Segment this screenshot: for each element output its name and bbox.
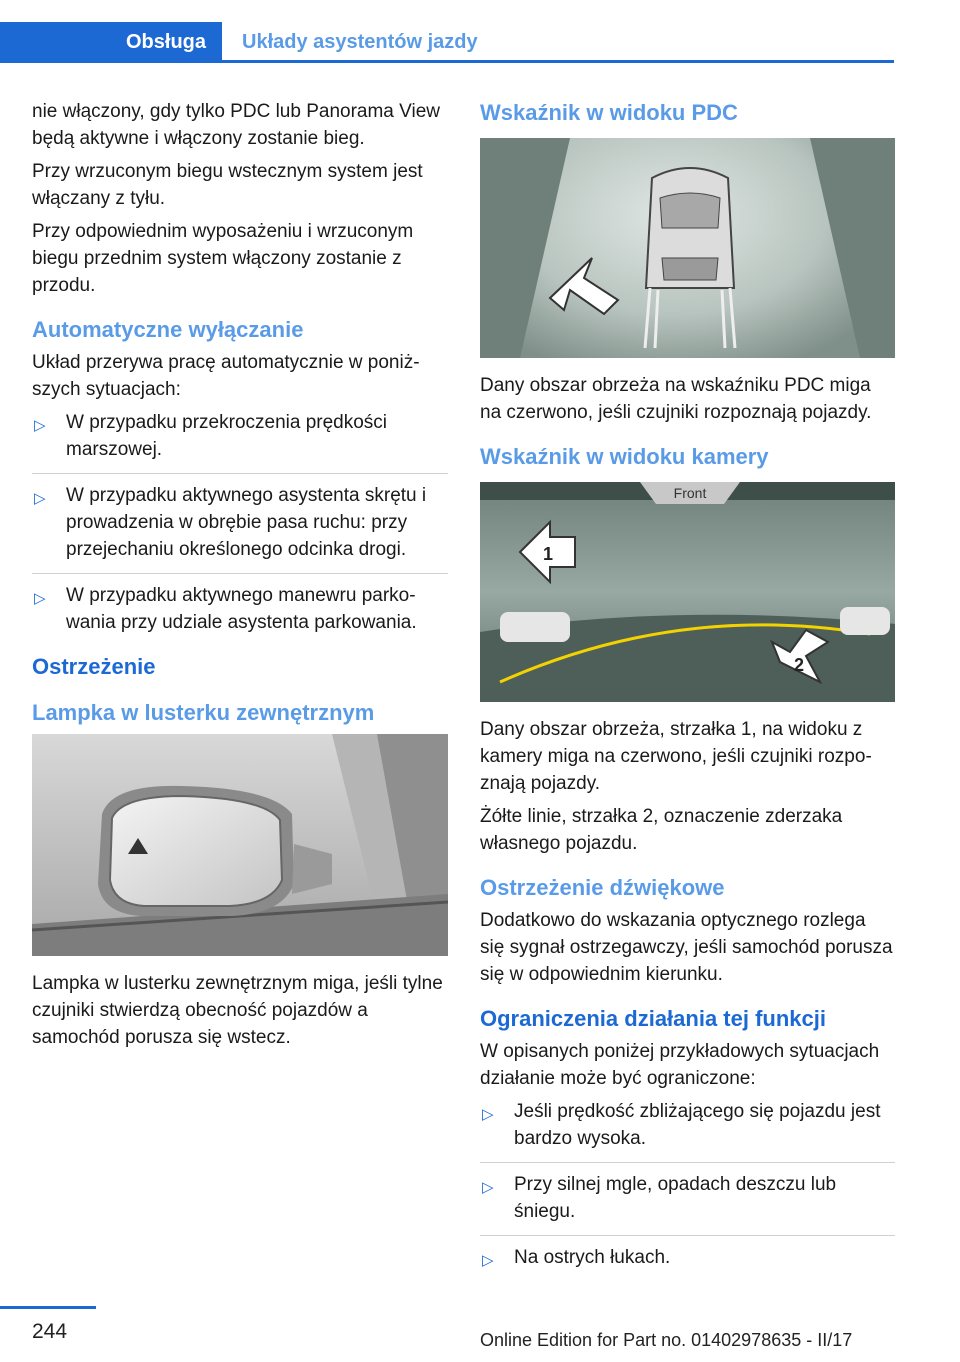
- tab-obsluga[interactable]: [0, 22, 222, 62]
- tab-uklady-label: Układy asystentów jazdy: [242, 30, 478, 53]
- header-divider: [0, 60, 894, 63]
- divider: [32, 473, 448, 474]
- list-item-text: W przypadku aktywnego manewru parkowania przy udziale asystenta parkowania.: [66, 585, 417, 633]
- heading-camera-view: Wskaźnik w widoku kamery: [480, 444, 769, 469]
- paragraph: Układ przerywa pracę automatycznie w poniższych sytuacjach:: [32, 352, 420, 400]
- divider: [480, 1235, 895, 1236]
- triangle-bullet-icon: ▷: [34, 490, 46, 507]
- list-item: [480, 1098, 895, 1152]
- list-item: [32, 409, 448, 463]
- tab-obsluga-label: Obsługa: [125, 30, 206, 53]
- list-limitations: [480, 1098, 895, 1271]
- paragraph: Dodatkowo do wskazania optycznego rozlega się sygnał ostrzegawczy, jeśli samochód porusza się w odpowiednim kierunku.: [480, 910, 893, 985]
- page-number: 244: [32, 1320, 68, 1343]
- paragraph: Dany obszar obrzeża, strzałka 1, na widoku z kamery miga na czerwono, jeśli czujniki rozpoznają pojazdy.: [480, 719, 872, 794]
- camera-front-label: Front: [673, 485, 707, 501]
- tab-uklady-asystentow[interactable]: [242, 22, 478, 62]
- triangle-bullet-icon: ▷: [34, 417, 46, 434]
- footer-divider: [0, 1306, 96, 1309]
- pdc-view-image: [480, 138, 895, 358]
- camera-view-image: [480, 482, 895, 702]
- right-column: [480, 98, 895, 1281]
- list-item: [480, 1244, 895, 1271]
- triangle-bullet-icon: ▷: [34, 590, 46, 607]
- list-item-text: W przypadku przekroczenia prędkości marszowej.: [66, 412, 388, 460]
- header: [0, 22, 894, 64]
- list-item: [32, 582, 448, 636]
- arrow-1-label: 1: [543, 544, 554, 564]
- heading-limitations: Ograniczenia działania tej funkcji: [480, 1006, 826, 1031]
- edition-note: Online Edition for Part no. 01402978635 - II/17: [480, 1330, 853, 1350]
- paragraph: nie włączony, gdy tylko PDC lub Panorama View będą aktywne i włączony zostanie bieg.: [32, 101, 440, 149]
- paragraph: Przy odpowiednim wyposażeniu i wrzuconym biegu przednim system włączony zostanie z przodu.: [32, 221, 414, 296]
- list-item-text: Jeśli prędkość zbliżającego się pojazdu jest bardzo wysoka.: [514, 1101, 881, 1149]
- paragraph: Żółte linie, strzałka 2, oznaczenie zderzaka własnego pojazdu.: [480, 806, 843, 854]
- paragraph: Dany obszar obrzeża na wskaźniku PDC miga na czerwono, jeśli czujniki rozpoznają pojazdy.: [480, 375, 872, 423]
- list-item-text: Przy silnej mgle, opadach deszczu lub śniegu.: [514, 1174, 837, 1222]
- left-column: [32, 98, 448, 1057]
- paragraph: Przy wrzuconym biegu wstecznym system jest włączany z tyłu.: [32, 161, 423, 209]
- list-item: [480, 1171, 895, 1225]
- triangle-bullet-icon: ▷: [482, 1252, 494, 1269]
- list-auto-off: [32, 409, 448, 636]
- arrow-2-label: 2: [794, 655, 805, 675]
- heading-sound-warning: Ostrzeżenie dźwiękowe: [480, 875, 725, 900]
- paragraph: Lampka w lusterku zewnętrznym miga, jeśli tylne czujniki stwierdzą obecność pojazdów a samochód porusza się wstecz.: [32, 973, 443, 1048]
- heading-pdc-view: Wskaźnik w widoku PDC: [480, 100, 738, 125]
- divider: [32, 573, 448, 574]
- mirror-image: [32, 734, 448, 956]
- list-item-text: W przypadku aktywnego asystenta skrętu i prowadzenia w obrębie pasa ruchu: przy przejechaniu określonego odcinka drogi.: [66, 485, 427, 560]
- triangle-bullet-icon: ▷: [482, 1106, 494, 1123]
- list-item: [32, 482, 448, 563]
- divider: [480, 1162, 895, 1163]
- list-item-text: Na ostrych łukach.: [514, 1247, 671, 1268]
- heading-warning: Ostrzeżenie: [32, 654, 156, 679]
- triangle-bullet-icon: ▷: [482, 1179, 494, 1196]
- heading-auto-off: Automatyczne wyłączanie: [32, 317, 304, 342]
- heading-mirror-lamp: Lampka w lusterku zewnętrznym: [32, 700, 375, 725]
- paragraph: W opisanych poniżej przykładowych sytuacjach działanie może być ograniczone:: [480, 1041, 880, 1089]
